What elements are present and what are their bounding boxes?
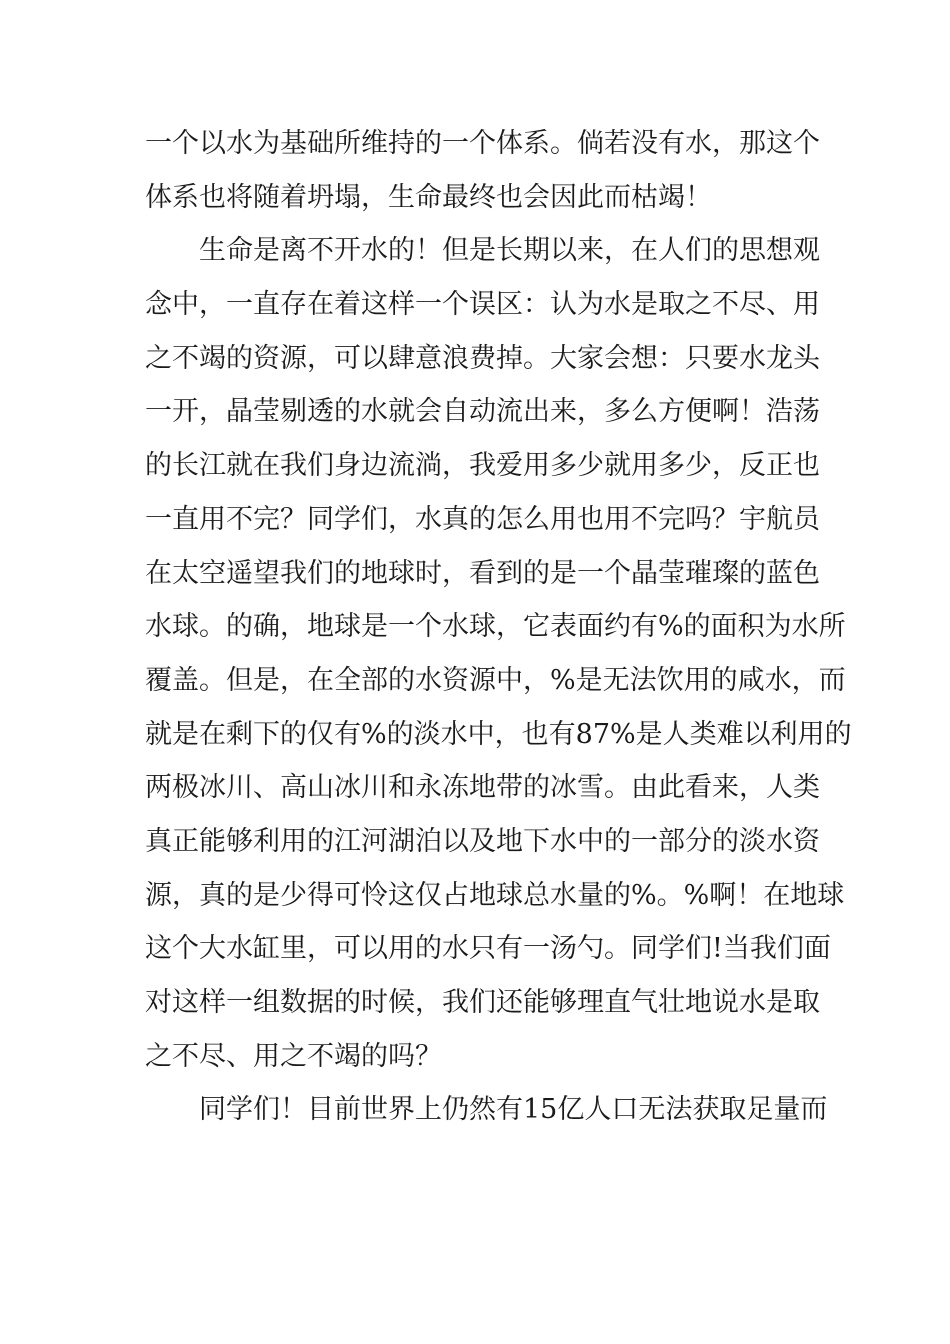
text-line: 对这样一组数据的时候，我们还能够理直气壮地说水是取 <box>145 987 820 1018</box>
text-line: 真正能够利用的江河湖泊以及地下水中的一部分的淡水资 <box>145 825 820 857</box>
text-line: 一开，晶莹剔透的水就会自动流出来，多么方便啊！浩荡 <box>145 396 820 428</box>
text-line: 在太空遥望我们的地球时，看到的是一个晶莹璀璨的蓝色 <box>145 557 820 589</box>
text-line: 覆盖。但是，在全部的水资源中，%是无法饮用的咸水，而 <box>145 664 846 696</box>
text-line: 一个以水为基础所维持的一个体系。倘若没有水，那这个 <box>145 128 820 159</box>
paragraph-start-line: 生命是离不开水的！但是长期以来，在人们的思想观 <box>199 235 820 267</box>
text-line: 之不竭的资源，可以肆意浪费掉。大家会想：只要水龙头 <box>145 342 820 374</box>
text-line: 体系也将随着坍塌，生命最终也会因此而枯竭！ <box>145 181 712 213</box>
paragraph-start-line: 同学们！目前世界上仍然有15亿人口无法获取足量而 <box>199 1094 828 1126</box>
text-line: 源，真的是少得可怜这仅占地球总水量的%。%啊！在地球 <box>145 879 845 911</box>
text-line: 水球。的确，地球是一个水球，它表面约有%的面积为水所 <box>145 611 846 643</box>
text-line: 念中，一直存在着这样一个误区：认为水是取之不尽、用 <box>145 289 820 321</box>
text-line: 的长江就在我们身边流淌，我爱用多少就用多少，反正也 <box>145 450 820 482</box>
text-line: 之不尽、用之不竭的吗？ <box>145 1040 442 1072</box>
body-text <box>145 117 852 1137</box>
text-line: 一直用不完？同学们，水真的怎么用也用不完吗？宇航员 <box>145 503 820 535</box>
text-line: 就是在剩下的仅有%的淡水中，也有87%是人类难以利用的 <box>145 718 852 750</box>
text-line: 这个大水缸里，可以用的水只有一汤勺。同学们!当我们面 <box>145 933 831 965</box>
text-line: 两极冰川、高山冰川和永冻地带的冰雪。由此看来，人类 <box>145 772 820 804</box>
